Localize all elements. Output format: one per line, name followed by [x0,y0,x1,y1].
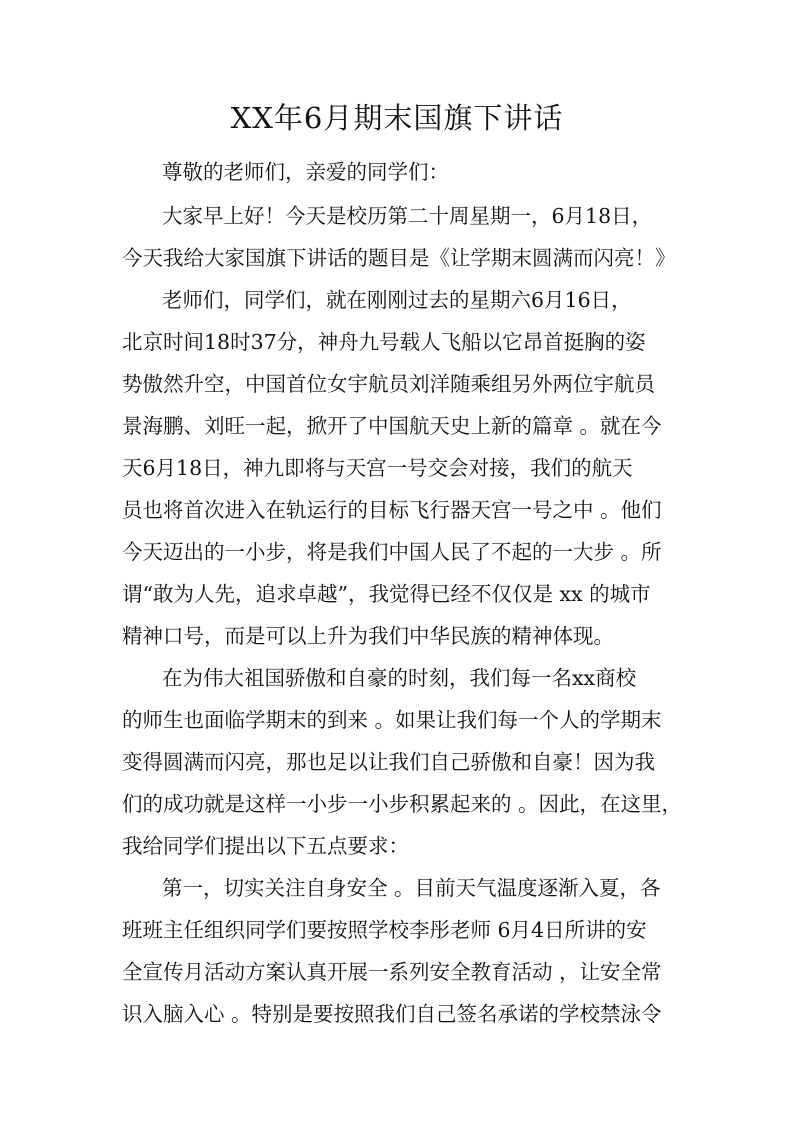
document-title: XX年6月期末国旗下讲话 [230,101,564,135]
body-line: 谓“敢为人先，追求卓越”，我觉得已经不仅仅是 xx 的城市 [122,582,651,606]
body-line: 精神口号，而是可以上升为我们中华民族的精神体现。 [122,624,614,648]
body-line: 今天我给大家国旗下讲话的题目是《让学期末圆满而闪亮！》 [122,246,676,270]
body-line: 北京时间18时37分，神舟九号载人飞船以它昂首挺胸的姿 [122,330,646,354]
salutation-line: 尊敬的老师们，亲爱的同学们： [162,160,449,184]
body-line: 识入脑入心 。特别是要按照我们自己签名承诺的学校禁泳令 [122,1002,662,1026]
body-line: 全宣传月活动方案认真开展一系列安全教育活动 ，让安全常 [122,960,662,984]
body-line: 变得圆满而闪亮，那也足以让我们自己骄傲和自豪！因为我 [122,750,655,774]
body-line: 的师生也面临学期末的到来 。如果让我们每一个人的学期末 [122,708,662,732]
body-line: 景海鹏、刘旺一起，掀开了中国航天史上新的篇章 。就在今 [122,414,662,438]
body-line: 老师们，同学们，就在刚刚过去的星期六6月16日， [162,288,632,312]
body-line: 在为伟大祖国骄傲和自豪的时刻，我们每一名xx商校 [162,666,637,690]
body-line: 第一，切实关注自身安全 。目前天气温度逐渐入夏，各 [162,876,661,900]
body-line: 势傲然升空，中国首位女宇航员刘洋随乘组另外两位宇航员 [122,372,655,396]
body-line: 天6月18日，神九即将与天宫一号交会对接，我们的航天 [122,456,633,480]
body-line: 我给同学们提出以下五点要求： [122,834,409,858]
body-line: 大家早上好！今天是校历第二十周星期一，6月18日， [162,204,653,228]
body-line: 员也将首次进入在轨运行的目标飞行器天宫一号之中 。他们 [122,498,662,522]
body-line: 班班主任组织同学们要按照学校李彤老师 6月4日所讲的安 [122,918,647,942]
body-line: 今天迈出的一小步，将是我们中国人民了不起的一大步 。所 [122,540,662,564]
body-line: 们的成功就是这样一小步一小步积累起来的 。因此，在这里， [122,792,683,816]
